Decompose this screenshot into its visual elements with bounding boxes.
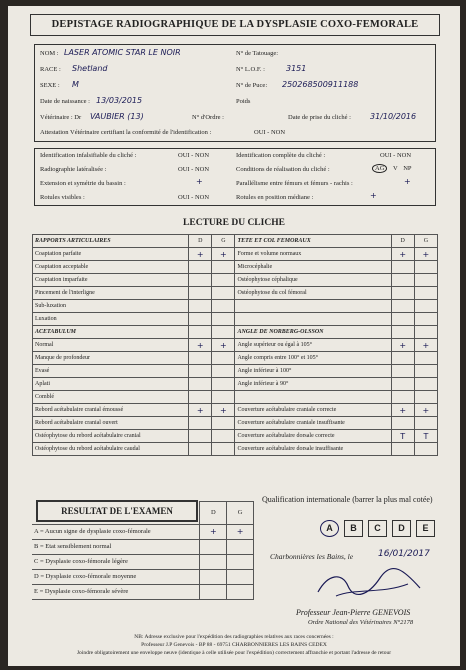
qualification-letter: A bbox=[320, 520, 339, 537]
veterinaire-value: VAUBIER (13) bbox=[90, 112, 144, 121]
mark-right-d bbox=[391, 313, 414, 326]
resultat-mark-g bbox=[227, 554, 254, 569]
mark-right-g bbox=[414, 365, 437, 378]
mark-right-g bbox=[414, 300, 437, 313]
mark-left-g bbox=[212, 352, 235, 365]
mark-left-d bbox=[189, 352, 212, 365]
row-label-left: Luxation bbox=[33, 313, 189, 326]
mark-left-g: + bbox=[212, 404, 235, 417]
table-row bbox=[33, 339, 438, 352]
tatouage-label: N° de Tatouage: bbox=[236, 50, 279, 57]
table-row bbox=[32, 584, 254, 599]
table-row bbox=[33, 287, 438, 300]
mark-left-g bbox=[212, 430, 235, 443]
mark-left-d bbox=[189, 274, 212, 287]
section-header: TETE ET COL FEMORAUX bbox=[235, 235, 391, 248]
resultat-col-g: G bbox=[227, 502, 254, 525]
mark-left-g bbox=[212, 391, 235, 404]
cond-v: V bbox=[393, 165, 398, 172]
table-row bbox=[33, 365, 438, 378]
row-label-left: Rebord acétabulaire cranial ouvert bbox=[33, 417, 189, 430]
row-label-left: Manque de profondeur bbox=[33, 352, 189, 365]
row-label-right: Ostéophytose du col fémoral bbox=[235, 287, 391, 300]
resultat-row-label: D = Dysplasie coxo-fémorale moyenne bbox=[32, 569, 200, 584]
mark-left-d bbox=[189, 313, 212, 326]
identity-box bbox=[34, 44, 436, 142]
qualification-letter: C bbox=[368, 520, 387, 537]
lof-value: 3151 bbox=[286, 64, 307, 73]
signature-ordre: Ordre National des Vétérinaires N°2178 bbox=[308, 619, 414, 626]
col-d-header: D bbox=[189, 235, 212, 248]
mark-right-g: T bbox=[414, 430, 437, 443]
row-label-left: Coaptation imparfaite bbox=[33, 274, 189, 287]
resultat-mark-g bbox=[227, 584, 254, 599]
resultat-mark-d bbox=[200, 569, 227, 584]
rot2-mark: + bbox=[370, 191, 377, 200]
mark-right-d bbox=[391, 287, 414, 300]
table-row bbox=[33, 352, 438, 365]
col-g-header bbox=[414, 326, 437, 339]
mark-left-d bbox=[189, 443, 212, 456]
table-row bbox=[33, 417, 438, 430]
table-row bbox=[32, 554, 254, 569]
mark-right-d: + bbox=[391, 339, 414, 352]
resultat-row-label: B = Etat sensiblement normal bbox=[32, 539, 200, 554]
mark-left-d bbox=[189, 430, 212, 443]
signature-date: 16/01/2017 bbox=[378, 549, 430, 559]
row-label-right: Ostéophytose céphalique bbox=[235, 274, 391, 287]
mark-right-g: + bbox=[414, 404, 437, 417]
ext-mark: + bbox=[196, 177, 203, 186]
table-row bbox=[33, 261, 438, 274]
qualification-text: Qualification internationale (barrer la plus mal cotée) bbox=[262, 495, 433, 504]
mark-left-d bbox=[189, 378, 212, 391]
row-label-left: Aplati bbox=[33, 378, 189, 391]
mark-left-g bbox=[212, 300, 235, 313]
row-label-right: Couverture acétabulaire dorsale correcte bbox=[235, 430, 391, 443]
lat-label: Radiographie latéralisée : bbox=[40, 166, 107, 173]
ordre-label: N° d'Ordre : bbox=[192, 114, 224, 121]
mark-right-d bbox=[391, 391, 414, 404]
col-d-header: D bbox=[391, 235, 414, 248]
mark-right-g bbox=[414, 313, 437, 326]
table-row bbox=[32, 524, 254, 539]
mark-left-d bbox=[189, 261, 212, 274]
ext-label: Extension et symétrie du bassin : bbox=[40, 180, 126, 187]
mark-right-d bbox=[391, 261, 414, 274]
table-row bbox=[33, 300, 438, 313]
mark-right-d bbox=[391, 274, 414, 287]
resultat-row-label: C = Dysplasie coxo-fémorale légère bbox=[32, 554, 200, 569]
mark-left-g bbox=[212, 313, 235, 326]
resultat-title: RESULTAT DE L'EXAMEN bbox=[61, 506, 173, 516]
resultat-col-d: D bbox=[200, 502, 227, 525]
mark-right-d: + bbox=[391, 404, 414, 417]
mark-right-g: + bbox=[414, 339, 437, 352]
mark-right-g bbox=[414, 274, 437, 287]
resultat-header-row bbox=[32, 502, 254, 525]
row-label-right: Microcéphalie bbox=[235, 261, 391, 274]
ident-label: Identification infalsifiable du cliché : bbox=[40, 152, 137, 159]
row-label-right: Couverture acétabulaire craniale correcte bbox=[235, 404, 391, 417]
row-label-right: Forme et volume normaux bbox=[235, 248, 391, 261]
lof-label: N° L.O.F. : bbox=[236, 66, 265, 73]
row-label-left: Evasé bbox=[33, 365, 189, 378]
cond-ag: AG bbox=[372, 164, 387, 173]
mark-left-d bbox=[189, 287, 212, 300]
row-label-left: Sub-luxation bbox=[33, 300, 189, 313]
mark-left-d bbox=[189, 300, 212, 313]
table-row bbox=[33, 443, 438, 456]
section-header: RAPPORTS ARTICULAIRES bbox=[33, 235, 189, 248]
row-label-left: Rebord acétabulaire cranial émoussé bbox=[33, 404, 189, 417]
resultat-table bbox=[32, 501, 254, 600]
mark-left-d bbox=[189, 365, 212, 378]
section-header: ACETABULUM bbox=[33, 326, 189, 339]
row-label-left: Comblé bbox=[33, 391, 189, 404]
race-label: RACE : bbox=[40, 66, 61, 73]
resultat-mark-d bbox=[200, 584, 227, 599]
resultat-mark-g bbox=[227, 569, 254, 584]
resultat-mark-d bbox=[200, 554, 227, 569]
mark-right-d bbox=[391, 417, 414, 430]
table-row bbox=[33, 430, 438, 443]
sexe-value: M bbox=[72, 80, 79, 89]
naissance-label: Date de naissance : bbox=[40, 98, 90, 105]
naissance-value: 13/03/2015 bbox=[96, 96, 143, 105]
mark-right-d bbox=[391, 443, 414, 456]
mark-right-d bbox=[391, 378, 414, 391]
nom-label: NOM : bbox=[40, 50, 59, 57]
table-row bbox=[33, 404, 438, 417]
row-label-left: Coaptation parfaite bbox=[33, 248, 189, 261]
col-d-header bbox=[391, 326, 414, 339]
rot-value: OUI - NON bbox=[178, 194, 210, 201]
sexe-label: SEXE : bbox=[40, 82, 60, 89]
table-row bbox=[33, 378, 438, 391]
mark-right-g bbox=[414, 287, 437, 300]
table-row bbox=[33, 274, 438, 287]
resultat-mark-d: + bbox=[200, 524, 227, 539]
mark-left-d: + bbox=[189, 339, 212, 352]
resultat-mark-g bbox=[227, 539, 254, 554]
nom-value: LASER ATOMIC STAR LE NOIR bbox=[64, 48, 181, 57]
rot2-label: Rotules en position médiane : bbox=[236, 194, 314, 201]
signature-scribble bbox=[308, 566, 428, 602]
signature-place: Charbonnières les Bains, le bbox=[270, 552, 354, 561]
header-row-b bbox=[33, 326, 438, 339]
qualification-letter: E bbox=[416, 520, 435, 537]
cond-np: NP bbox=[403, 165, 412, 172]
mark-right-g bbox=[414, 417, 437, 430]
resultat-row-label: E = Dysplasie coxo-fémorale sévère bbox=[32, 584, 200, 599]
row-label-left: Pincement de l'interligne bbox=[33, 287, 189, 300]
para-label: Parallélisme entre fémurs et fémurs - rachis : bbox=[236, 180, 353, 187]
ident2-value: OUI - NON bbox=[380, 152, 412, 159]
para-mark: + bbox=[404, 177, 411, 186]
qualification-letter: D bbox=[392, 520, 411, 537]
attestation-value: OUI - NON bbox=[254, 129, 286, 136]
mark-left-d: + bbox=[189, 404, 212, 417]
footer-nb: NB: Adresse exclusive pour l'expédition des radiographies relatives aux races concernées : bbox=[134, 634, 334, 640]
qualification-letter: B bbox=[344, 520, 363, 537]
row-label-left: Ostéophytose du rebord acétabulaire cranial bbox=[33, 430, 189, 443]
row-label-right bbox=[235, 300, 391, 313]
footer-addr2: Joindre obligatoirement une enveloppe neuve (identique à celle utilisée pour l'expédition) correctement affranchie et portant l'adresse de retour bbox=[76, 650, 392, 656]
mark-right-d: T bbox=[391, 430, 414, 443]
resultat-mark-d bbox=[200, 539, 227, 554]
col-g-header bbox=[212, 326, 235, 339]
mark-right-d bbox=[391, 352, 414, 365]
resultat-mark-g: + bbox=[227, 524, 254, 539]
mark-left-g bbox=[212, 274, 235, 287]
header-row-a bbox=[33, 235, 438, 248]
mark-right-g: + bbox=[414, 248, 437, 261]
resultat-row-label: A = Aucun signe de dysplasie coxo-fémorale bbox=[32, 524, 200, 539]
row-label-right: Angle compris entre 100° et 105° bbox=[235, 352, 391, 365]
row-label-right: Angle inférieur à 100° bbox=[235, 365, 391, 378]
mark-left-g bbox=[212, 365, 235, 378]
mark-left-g bbox=[212, 378, 235, 391]
table-row bbox=[32, 569, 254, 584]
mark-left-g bbox=[212, 443, 235, 456]
lecture-title: LECTURE DU CLICHE bbox=[183, 218, 285, 228]
ident2-label: Identification complète du cliché : bbox=[236, 152, 326, 159]
row-label-right: Angle supérieur ou égal à 105° bbox=[235, 339, 391, 352]
certificate-page bbox=[8, 6, 460, 666]
poids-label: Poids bbox=[236, 98, 251, 105]
footer-addr1: Professeur J.P Genevois - BP 88 - 69751 CHARBONNIERES LES BAINS CEDEX bbox=[141, 642, 327, 648]
rot-label: Rotules visibles : bbox=[40, 194, 85, 201]
row-label-left: Normal bbox=[33, 339, 189, 352]
puce-label: N° de Puce: bbox=[236, 82, 268, 89]
race-value: Shetland bbox=[72, 64, 108, 73]
row-label-left: Coaptation acceptable bbox=[33, 261, 189, 274]
mark-right-g bbox=[414, 352, 437, 365]
lat-value: OUI - NON bbox=[178, 166, 210, 173]
resultat-header-blank bbox=[32, 502, 200, 525]
ident-value: OUI - NON bbox=[178, 152, 210, 159]
mark-left-g: + bbox=[212, 248, 235, 261]
signature-name: Professeur Jean-Pierre GENEVOIS bbox=[296, 608, 411, 617]
mark-left-g bbox=[212, 287, 235, 300]
lecture-table bbox=[32, 234, 438, 456]
mark-right-d bbox=[391, 365, 414, 378]
attestation-label: Attestation Vétérinaire certifiant la conformité de l'identification : bbox=[40, 129, 212, 136]
col-g-header: G bbox=[212, 235, 235, 248]
row-label-right: Couverture acétabulaire craniale insuffisante bbox=[235, 417, 391, 430]
row-label-right bbox=[235, 313, 391, 326]
section-header: ANGLE DE NORBERG-OLSSON bbox=[235, 326, 391, 339]
mark-right-g bbox=[414, 391, 437, 404]
mark-left-d bbox=[189, 417, 212, 430]
mark-right-g bbox=[414, 443, 437, 456]
mark-right-g bbox=[414, 378, 437, 391]
col-g-header: G bbox=[414, 235, 437, 248]
row-label-right bbox=[235, 391, 391, 404]
table-row bbox=[32, 539, 254, 554]
mark-right-g bbox=[414, 261, 437, 274]
mark-left-g bbox=[212, 261, 235, 274]
row-label-left: Ostéophytose du rebord acétabulaire caudal bbox=[33, 443, 189, 456]
mark-left-g: + bbox=[212, 339, 235, 352]
page-title: DEPISTAGE RADIOGRAPHIQUE DE LA DYSPLASIE COXO-FEMORALE bbox=[51, 19, 419, 30]
row-label-right: Couverture acétabulaire dorsale insuffisante bbox=[235, 443, 391, 456]
cond-label: Conditions de réalisation du cliché : bbox=[236, 166, 330, 173]
mark-right-d bbox=[391, 300, 414, 313]
puce-value: 250268500911188 bbox=[282, 80, 359, 89]
mark-left-g bbox=[212, 417, 235, 430]
prise-label: Date de prise du cliché : bbox=[288, 114, 351, 121]
mark-left-d: + bbox=[189, 248, 212, 261]
table-row bbox=[33, 313, 438, 326]
mark-left-d bbox=[189, 391, 212, 404]
veterinaire-label: Vétérinaire : Dr bbox=[40, 114, 82, 121]
col-d-header bbox=[189, 326, 212, 339]
mark-right-d: + bbox=[391, 248, 414, 261]
prise-value: 31/10/2016 bbox=[370, 112, 417, 121]
table-row bbox=[33, 391, 438, 404]
table-row bbox=[33, 248, 438, 261]
row-label-right: Angle inférieur à 90° bbox=[235, 378, 391, 391]
